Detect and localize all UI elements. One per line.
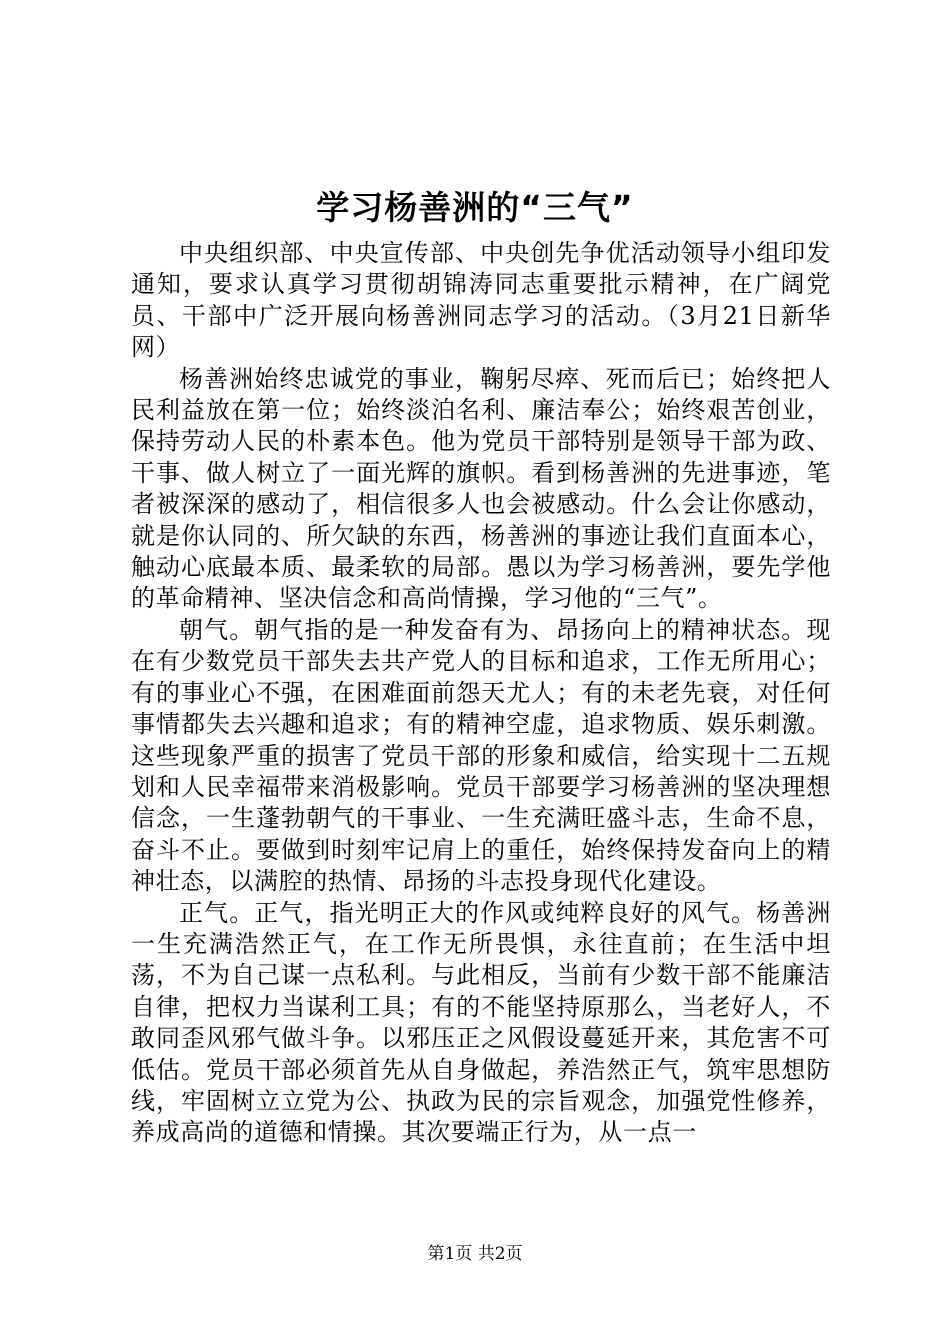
paragraph-vigor: 朝气。朝气指的是一种发奋有为、昂扬向上的精神状态。现在有少数党员干部失去共产党人的目标和追求，工作无所用心；有的事业心不强，在困难面前怨天尤人；有的未老先衰，对任何事情都失去兴趣和追求；有的精神空虚，追求物质、娱乐刺激。这些现象严重的损害了党员干部的形象和威信，给实现十二五规划和人民幸福带来消极影响。党员干部要学习杨善洲的坚决理想信念，一生蓬勃朝气的干事业、一生充满旺盛斗志，生命不息，奋斗不止。要做到时刻牢记肩上的重任，始终保持发奋向上的精神壮态，以满腔的热情、昂扬的斗志投身现代化建设。 [131, 615, 831, 896]
document-body [131, 238, 831, 1149]
paragraph-spirit: 杨善洲始终忠诚党的事业，鞠躬尽瘁、死而后已；始终把人民利益放在第一位；始终淡泊名利、廉洁奉公；始终艰苦创业，保持劳动人民的朴素本色。他为党员干部特别是领导干部为政、干事、做人树立了一面光辉的旗帜。看到杨善洲的先进事迹，笔者被深深的感动了，相信很多人也会被感动。什么会让你感动，就是你认同的、所欠缺的东西，杨善洲的事迹让我们直面本心，触动心底最本质、最柔软的局部。愚以为学习杨善洲，要先学他的革命精神、坚决信念和高尚情操，学习他的“三气”。 [131, 364, 831, 613]
paragraph-intro: 中央组织部、中央宣传部、中央创先争优活动领导小组印发通知，要求认真学习贯彻胡锦涛同志重要批示精神，在广阔党员、干部中广泛开展向杨善洲同志学习的活动。（3月21日新华网） [131, 239, 831, 362]
page-number-footer: 第1页 共2页 [427, 1244, 523, 1264]
document-title: 学习杨善洲的“三气” [316, 188, 634, 227]
paragraph-integrity: 正气。正气，指光明正大的作风或纯粹良好的风气。杨善洲一生充满浩然正气，在工作无所畏惧，永往直前；在生活中坦荡，不为自己谋一点私利。与此相反，当前有少数干部不能廉洁自律，把权力当谋利工具；有的不能坚持原那么，当老好人，不敢同歪风邪气做斗争。以邪压正之风假设蔓延开来，其危害不可低估。党员干部必须首先从自身做起，养浩然正气，筑牢思想防线，牢固树立立党为公、执政为民的宗旨观念，加强党性修养，养成高尚的道德和情操。其次要端正行为，从一点一 [131, 898, 831, 1147]
